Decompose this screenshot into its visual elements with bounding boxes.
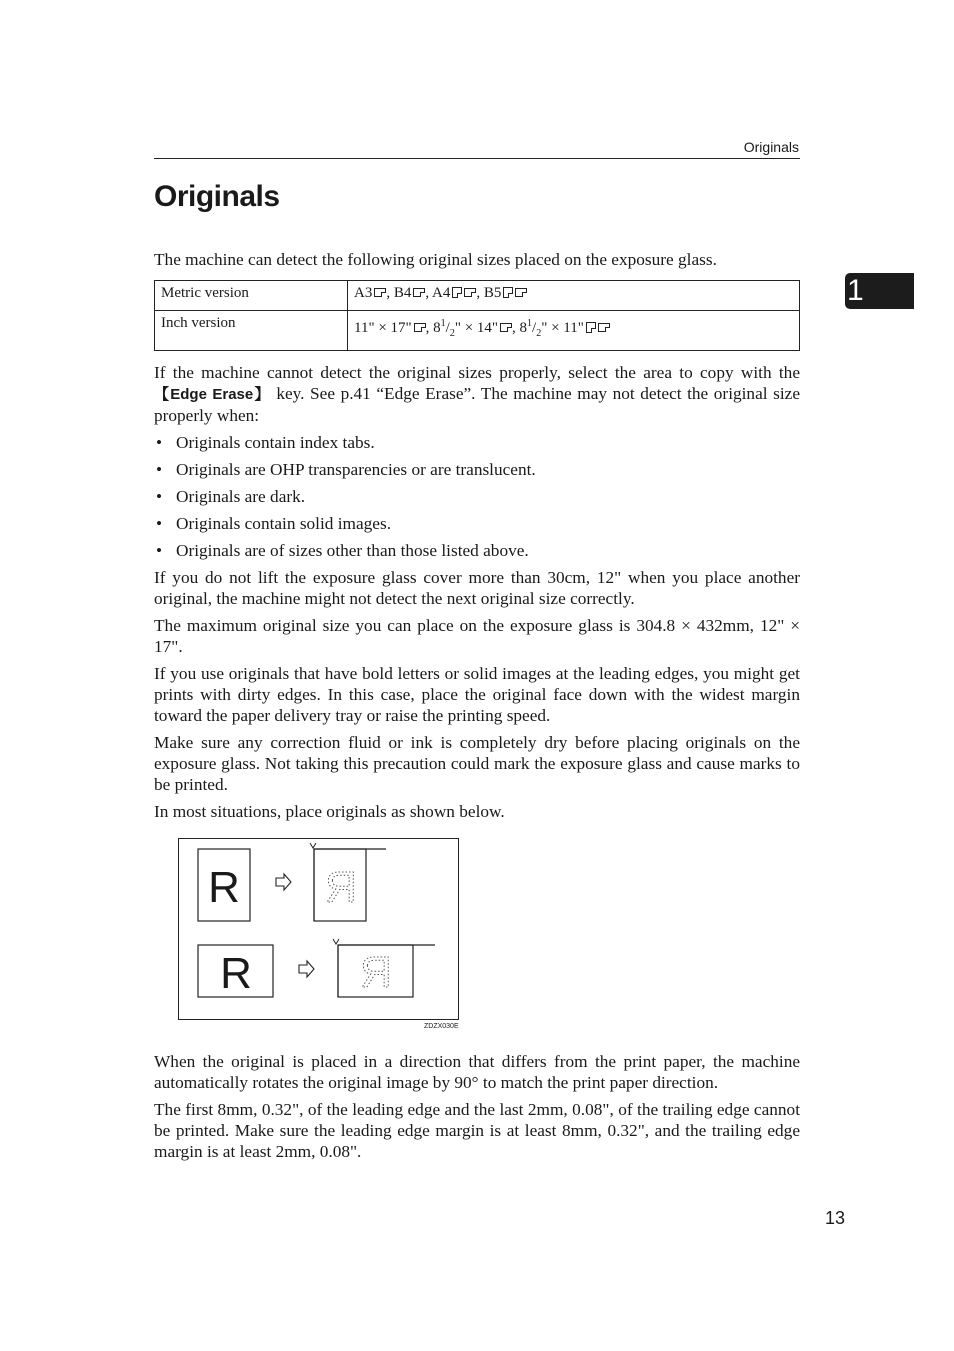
placement-figure <box>178 838 459 1020</box>
detection-conditions-list <box>154 432 800 561</box>
landscape-paper-icon <box>500 323 512 332</box>
fraction-numerator: 1 <box>527 318 533 329</box>
figure-code: ZDZX030E <box>424 1023 459 1030</box>
landscape-paper-icon <box>374 288 386 297</box>
metric-sizes <box>348 281 800 311</box>
inch-version-label: Inch version <box>155 311 348 351</box>
placement-diagram <box>179 839 458 1019</box>
fraction-slash: / <box>445 320 450 336</box>
edge-erase-paragraph <box>154 362 800 426</box>
landscape-paper-icon <box>464 288 476 297</box>
portrait-paper-icon <box>586 322 596 333</box>
dirty-edges-paragraph: If you use originals that have bold letters or solid images at the leading edges, you might get prints with dirty edges. In this case, place the original face down with the widest margin toward the paper delivery tray or raise the printing speed. <box>154 664 800 725</box>
landscape-paper-icon <box>413 288 425 297</box>
page-title: Originals <box>154 180 280 213</box>
mirrored-letter-bottom: R <box>360 948 392 997</box>
rotation-paragraph: When the original is placed in a direction that differs from the print paper, the machine automatically rotates the original image by 90° to match the print paper direction. <box>154 1052 800 1092</box>
size-a3: A3 <box>354 285 373 301</box>
list-item: • Originals contain index tabs. <box>154 432 800 453</box>
corner-mark-icon <box>333 939 339 944</box>
arrow-icon <box>276 874 291 890</box>
arrow-icon <box>299 961 314 977</box>
paragraph-text: key. See p.41 “Edge Erase”. The machine may not detect the original size properly when: <box>154 384 800 425</box>
size-b4: , B4 <box>386 285 412 301</box>
inch-sizes <box>348 311 800 351</box>
max-size-paragraph: The maximum original size you can place on the exposure glass is 304.8 × 432mm, 12" × 17". <box>154 616 800 656</box>
running-header: Originals <box>743 139 799 155</box>
landscape-paper-icon <box>515 288 527 297</box>
edge-erase-key <box>154 386 271 403</box>
landscape-paper-icon <box>414 323 426 332</box>
fraction-numerator: 1 <box>440 318 446 329</box>
size-legal-length: " × 14" <box>454 320 499 336</box>
header-divider <box>154 158 800 159</box>
list-item: • Originals are dark. <box>154 486 800 507</box>
portrait-paper-icon <box>452 287 462 298</box>
key-bracket-open: 【 <box>154 386 171 403</box>
table-row <box>155 281 800 311</box>
mirrored-letter-top: R <box>325 863 357 912</box>
size-11x17: 11" × 17" <box>354 320 412 336</box>
size-b5: , B5 <box>476 285 502 301</box>
glass-cover-paragraph: If you do not lift the exposure glass cover more than 30cm, 12" when you place another original, the machine might not detect the next original size correctly. <box>154 568 800 608</box>
fraction-slash: / <box>532 320 537 336</box>
correction-fluid-paragraph: Make sure any correction fluid or ink is completely dry before placing originals on the exposure glass. Not taking this precaution could mark the exposure glass and cause marks to be printed. <box>154 733 800 794</box>
landscape-paper-icon <box>598 323 610 332</box>
key-label: Edge Erase <box>170 386 254 403</box>
size-letter-whole: , 8 <box>512 320 528 336</box>
size-legal-whole: , 8 <box>425 320 441 336</box>
fraction-denominator: 2 <box>449 328 455 339</box>
page-number: 13 <box>824 1208 845 1228</box>
original-letter-top: R <box>208 863 240 912</box>
size-a4: , A4 <box>425 285 451 301</box>
list-item: • Originals contain solid images. <box>154 513 800 534</box>
placement-intro-paragraph: In most situations, place originals as shown below. <box>154 802 505 821</box>
original-letter-bottom: R <box>220 949 252 998</box>
portrait-paper-icon <box>503 287 513 298</box>
size-letter-length: " × 11" <box>541 320 584 336</box>
intro-paragraph: The machine can detect the following original sizes placed on the exposure glass. <box>154 250 717 269</box>
fraction-denominator: 2 <box>536 328 542 339</box>
chapter-tab: 1 <box>845 273 914 309</box>
main-content <box>154 249 800 1168</box>
list-item: • Originals are OHP transparencies or are translucent. <box>154 459 800 480</box>
paragraph-text: If the machine cannot detect the original sizes properly, select the area to copy with the <box>154 363 800 382</box>
original-size-table <box>154 280 800 351</box>
margin-paragraph: The first 8mm, 0.32", of the leading edge and the last 2mm, 0.08", of the trailing edge cannot be printed. Make sure the leading edge margin is at least 8mm, 0.32", and the trailing edge margin is at least 2mm, 0.08". <box>154 1100 800 1161</box>
metric-version-label: Metric version <box>155 281 348 311</box>
corner-mark-icon <box>310 843 316 848</box>
key-bracket-close: 】 <box>253 386 271 403</box>
table-row <box>155 311 800 351</box>
list-item: • Originals are of sizes other than those listed above. <box>154 540 800 561</box>
